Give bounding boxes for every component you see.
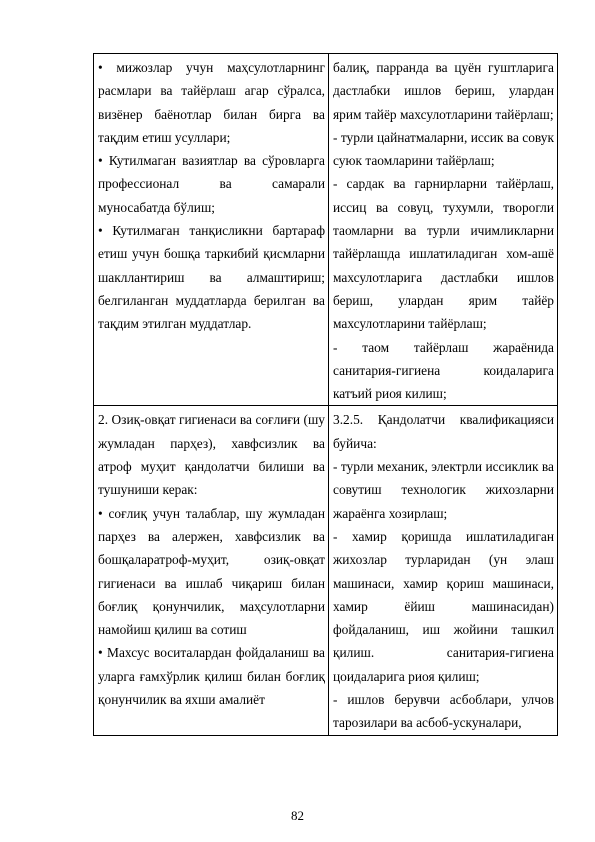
table-cell-left [94,54,329,406]
paragraph: - хамир қоришда ишлатиладиган жихозлар турларидан (ун элаш машинаси, хамир қориш машинаси, хамир ёйиш машинасидан) фойдаланиш, иш жойини ташкил қилиш. санитария-гигиена цоидаларига риоя қилиш; [333,528,554,684]
table-cell-right [329,406,558,735]
paragraph: • мижозлар учун маҳсулотларнинг расмлари ва тайёрлаш агар сўралса, визёнер баёнотлар билан бирга ва тақдим етиш усуллари; [98,60,325,145]
paragraph: - ишлов берувчи асбоблари, улчов тарозилари ва асбоб-ускуналари, [333,692,554,731]
paragraph: - таом тайёрлаш жараёнида санитария-гигиена коидаларига катъий риоя килиш; [333,339,554,402]
paragraph: - турли цайнатмаларни, иссик ва совук суюк таомларини тайёрлаш; [333,129,554,169]
content-table [93,53,558,736]
paragraph: • Кутилмаган вазиятлар ва сўровларга профессионал ва самарали муносабатда бўлиш; [98,153,325,215]
paragraph: 3.2.5. Қандолатчи квалификацияси буйича: [333,412,554,451]
paragraph: • Кутилмаган танқисликни бартараф етиш учун бошқа таркибий қисмларни шакллантириш ва алмаштириш; белгиланган муддатларда берилган ва тақдим этилган муддатлар. [98,223,325,332]
table-cell-right [329,54,558,406]
paragraph: 2. Озиқ-овқат гигиенаси ва соғлиғи (шу жумладан парҳез), хавфсизлик ва атроф муҳит қандолатчи билиши ва тушуниши керак: [98,412,325,498]
paragraph: - турли механик, электрли иссиклик ва совутиш технологик жихозларни жараёнга хозирлаш; [333,459,554,521]
paragraph: • Махсус воситалардан фойдаланиш ва уларга ғамхўрлик қилиш билан боғлиқ қонунчилик ва яхши амалиёт [98,645,325,708]
paragraph: • соғлиқ учун талаблар, шу жумладан парҳез ва алержен, хавфсизлик ва бошқаларатроф-муҳит, озиқ-овқат гигиенаси ва ишлаб чиқариш билан боғлиқ қонунчилик, маҳсулотларни намойиш қилиш ва сотиш [98,505,325,638]
page-number: 82 [291,808,304,823]
table-row [94,406,558,735]
table-cell-left [94,406,329,735]
paragraph: - сардак ва гарнирларни тайёрлаш, иссиц ва совуц, тухумли, творогли таомларни ва турли ичимликларни тайёрлашда ишлатиладиган хом-ашё махсулотларига дастлабки ишлов бериш, улардан ярим тайёр махсулотларини тайёрлаш; [333,176,554,332]
table-row [94,54,558,406]
paragraph: балиқ, парранда ва цуён гуштларига дастлабки ишлов бериш, улардан ярим тайёр махсулотларини тайёрлаш; [333,60,554,122]
